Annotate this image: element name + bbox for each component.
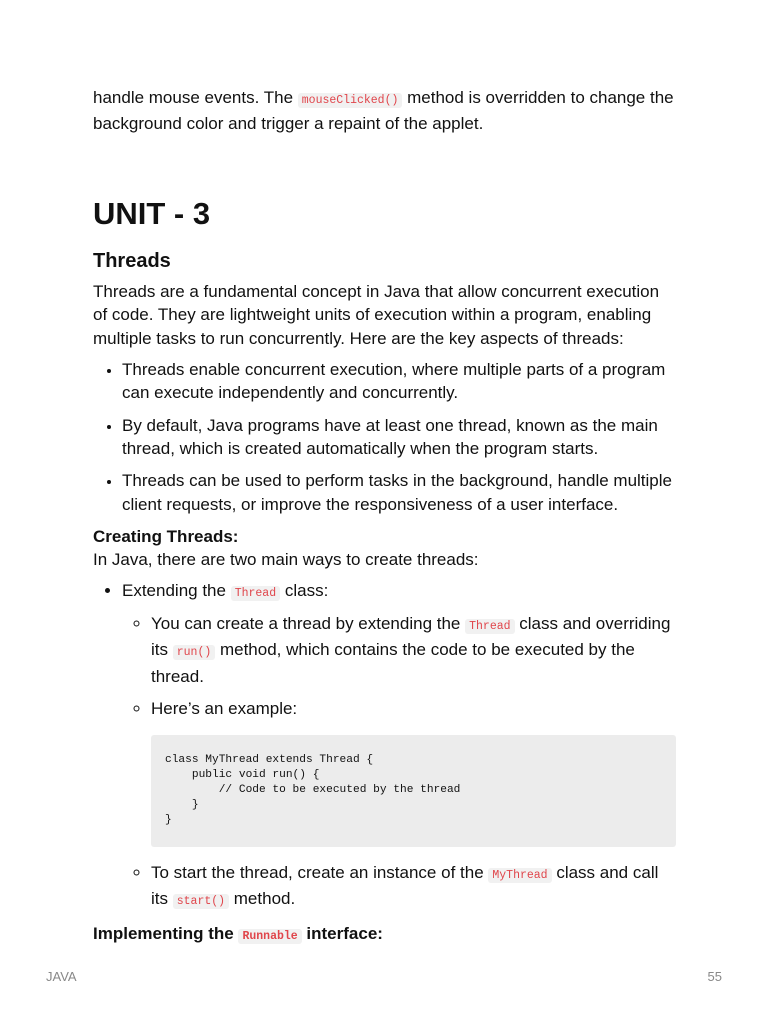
section-title: Threads [93, 249, 171, 272]
list-item-text: method. [229, 888, 296, 908]
inline-code: Runnable [238, 929, 301, 944]
sub-list-item [151, 861, 676, 914]
creating-threads-intro: In Java, there are two main ways to create threads: [93, 550, 479, 570]
ways-list [93, 579, 676, 914]
heading-text: interface: [301, 924, 383, 944]
list-item-text: class: [280, 580, 329, 600]
sub-list-item [151, 612, 676, 688]
list-item-text: To start the thread, create an instance of the [151, 862, 489, 882]
list-item [122, 579, 676, 914]
inline-code: Thread [465, 619, 514, 634]
intro-text: method is overridden to change the background color and trigger a repaint of the applet. [93, 88, 674, 134]
lead-paragraph: Threads are a fundamental concept in Java that allow concurrent execution of code. They are lightweight units of execution within a program, enabling multiple tasks to run concurrently. Here are the key aspects of threads: [93, 281, 660, 348]
implementing-heading [93, 922, 676, 948]
inline-code: Thread [231, 586, 280, 601]
unit-title: UNIT - 3 [93, 195, 211, 231]
sub-list [122, 612, 676, 913]
intro-paragraph [93, 86, 676, 136]
list-item-text: Here’s an example: [151, 699, 298, 719]
heading-text: Implementing the [93, 924, 239, 944]
footer-title: JAVA [46, 969, 77, 984]
inline-code: mouseClicked() [298, 93, 403, 108]
list-item-text: Extending the [122, 580, 231, 600]
sub-list-item [151, 697, 676, 846]
list-item: • By default, Java programs have at least one thread, known as the main thread, which is created automatically when the program starts. [122, 414, 676, 461]
list-item-text: class and overriding its [151, 614, 671, 660]
inline-code: run() [173, 645, 216, 660]
list-item-text: You can create a thread by extending the [151, 614, 466, 634]
page-content [93, 86, 676, 949]
list-item-text: method, which contains the code to be executed by the thread. [151, 640, 635, 686]
creating-threads-heading: Creating Threads: [93, 526, 239, 546]
code-block: class MyThread extends Thread { public void run() { // Code to be executed by the thread } } [151, 735, 676, 847]
page-number: 55 [707, 969, 722, 984]
list-item: • Threads can be used to perform tasks in the background, handle multiple client requests, or improve the responsiveness of a user interface. [122, 469, 676, 516]
inline-code: MyThread [488, 868, 551, 883]
aspects-list [93, 358, 676, 516]
list-item-text: class and call its [151, 862, 659, 908]
intro-text: handle mouse events. The [93, 88, 298, 107]
inline-code: start() [173, 894, 229, 909]
list-item: • Threads enable concurrent execution, where multiple parts of a program can execute independently and concurrently. [122, 358, 676, 405]
